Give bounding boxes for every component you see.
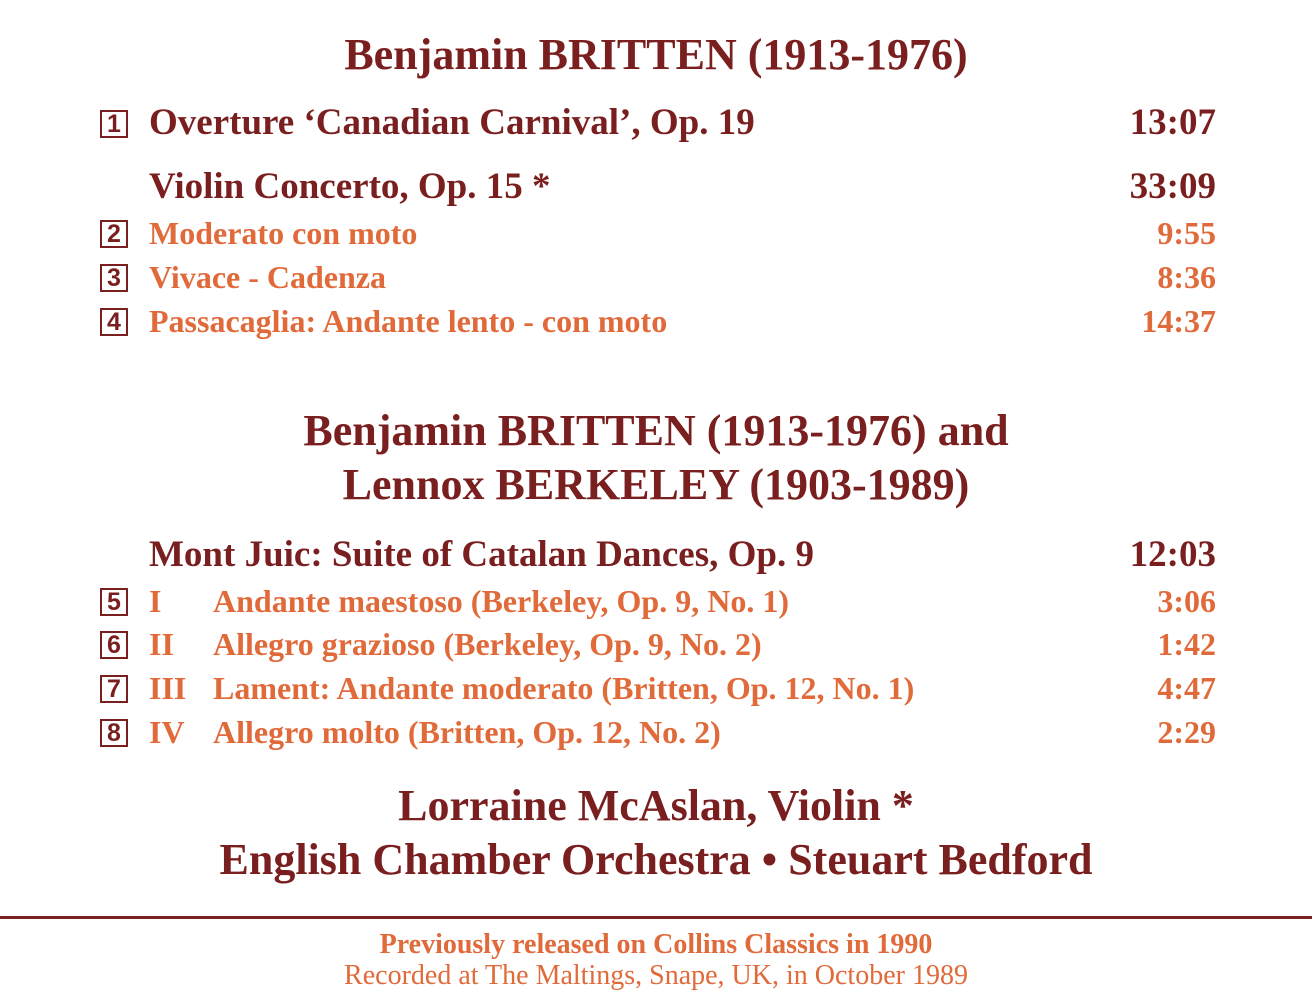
track-row-2 (100, 212, 1216, 254)
track-number-box: 4 (100, 308, 128, 336)
track-time: 2:29 (1157, 714, 1216, 750)
track-row-8 (100, 711, 1216, 753)
track-row-5 (100, 580, 1216, 622)
track-title: Overture ‘Canadian Carnival’, Op. 19 (149, 102, 755, 143)
work-row-violin-concerto (100, 166, 1216, 208)
track-row-6 (100, 623, 1216, 665)
work-time: 12:03 (1129, 534, 1216, 575)
track-title: Passacaglia: Andante lento - con moto (149, 303, 668, 339)
section1-heading: Benjamin BRITTEN (1913-1976) (344, 30, 968, 79)
track-number-box: 2 (100, 220, 128, 248)
track-number-box: 7 (100, 675, 128, 703)
work-row-mont-juic (100, 534, 1216, 576)
section2-heading-line2: Lennox BERKELEY (1903-1989) (342, 460, 970, 509)
track-time: 9:55 (1157, 215, 1216, 251)
performers-ensemble: English Chamber Orchestra • Steuart Bedford (219, 835, 1093, 884)
track-title: Andante maestoso (Berkeley, Op. 9, No. 1) (213, 583, 789, 619)
track-time: 4:47 (1157, 670, 1216, 706)
track-row-4 (100, 300, 1216, 342)
movement-roman-numeral: IV (149, 714, 185, 750)
section2-heading-line1: Benjamin BRITTEN (1913-1976) and (303, 406, 1009, 455)
track-number-box: 5 (100, 588, 128, 616)
track-number-box: 8 (100, 719, 128, 747)
track-title: Moderato con moto (149, 215, 418, 251)
work-title: Mont Juic: Suite of Catalan Dances, Op. 9 (149, 534, 814, 575)
track-title: Allegro molto (Britten, Op. 12, No. 2) (213, 714, 721, 750)
work-time: 33:09 (1129, 166, 1216, 207)
track-row-1 (100, 102, 1216, 144)
track-time: 1:42 (1157, 626, 1216, 662)
footer-release-note: Previously released on Collins Classics in 1990 (379, 929, 933, 960)
track-number-box: 6 (100, 631, 128, 659)
work-title: Violin Concerto, Op. 15 * (149, 166, 551, 207)
track-title: Lament: Andante moderato (Britten, Op. 12, No. 1) (213, 670, 915, 706)
track-time: 3:06 (1157, 583, 1216, 619)
track-time: 8:36 (1157, 259, 1216, 295)
track-title: Vivace - Cadenza (149, 259, 386, 295)
track-row-3 (100, 256, 1216, 298)
movement-roman-numeral: III (149, 670, 187, 706)
track-time: 14:37 (1141, 303, 1216, 339)
movement-roman-numeral: I (149, 583, 162, 619)
footer-recording-note: Recorded at The Maltings, Snape, UK, in October 1989 (344, 960, 968, 991)
divider-rule (0, 916, 1312, 919)
track-number-box: 1 (100, 110, 128, 138)
movement-roman-numeral: II (149, 626, 174, 662)
track-number-box: 3 (100, 264, 128, 292)
track-title: Allegro grazioso (Berkeley, Op. 9, No. 2) (213, 626, 762, 662)
performers-soloist: Lorraine McAslan, Violin * (398, 781, 914, 830)
track-row-7 (100, 667, 1216, 709)
track-time: 13:07 (1129, 102, 1216, 143)
